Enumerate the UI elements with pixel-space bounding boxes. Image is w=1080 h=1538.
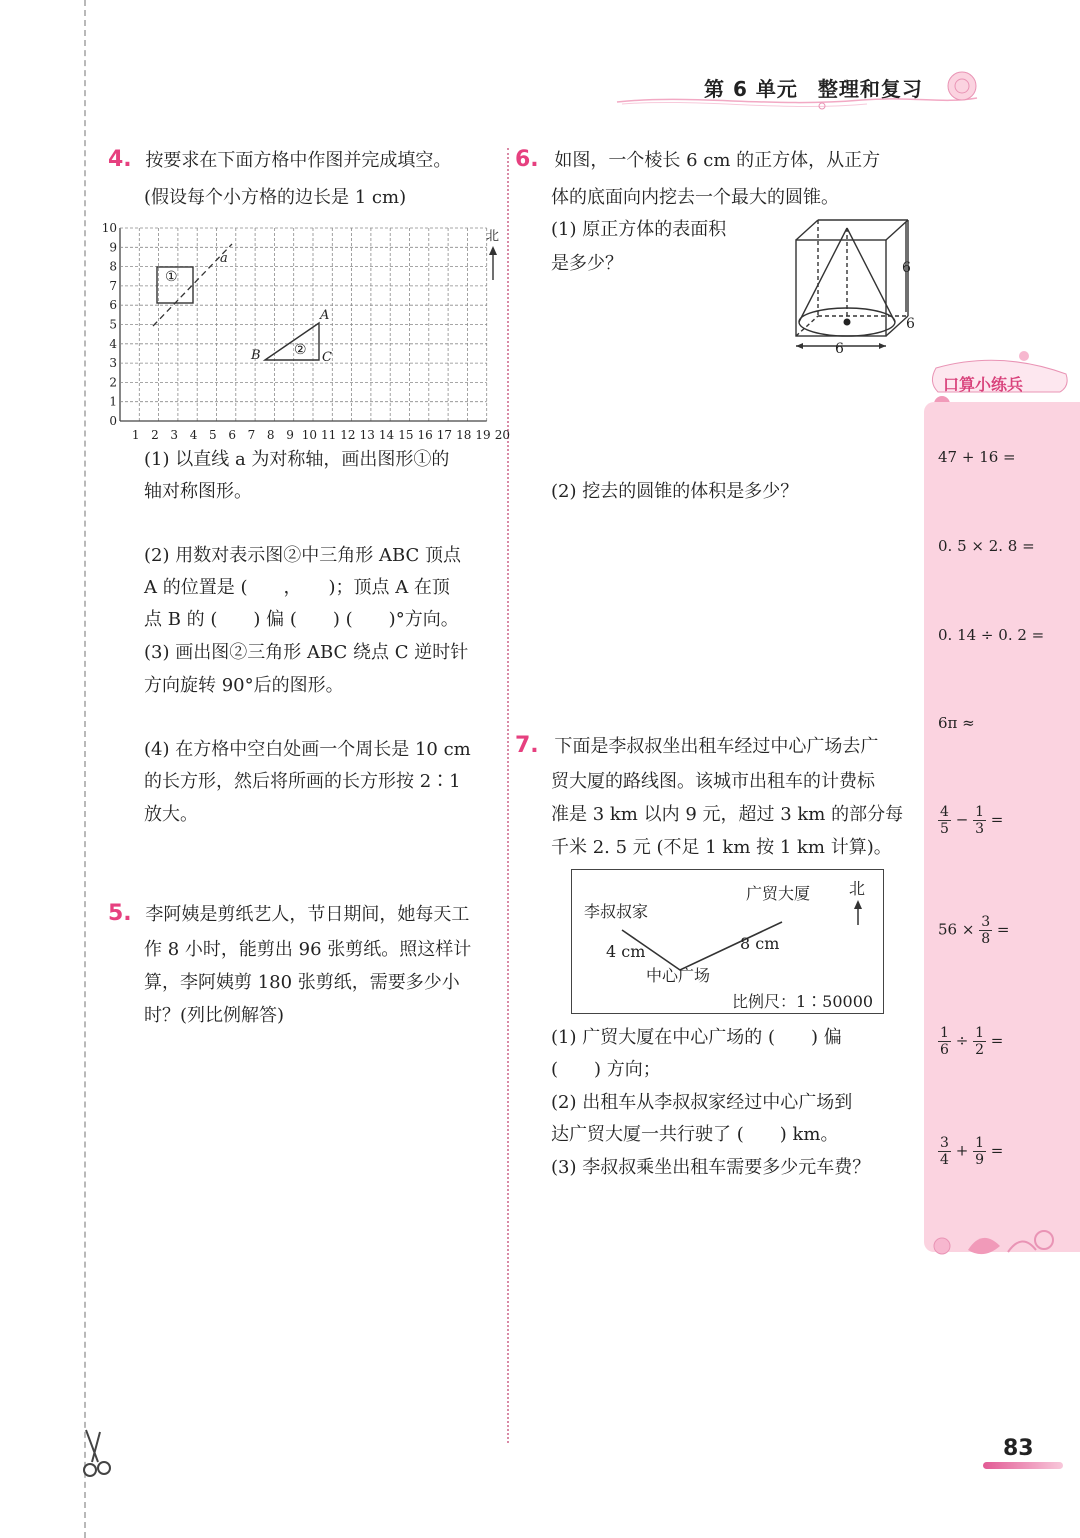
x-tick-label: 20 [494,428,510,442]
q5-line-3: 算，李阿姨剪 180 张剪纸，需要多少小 [144,972,460,993]
section-title: 整理和复习 [817,77,923,101]
x-tick-label: 16 [417,428,433,442]
q7-p3: (3) 李叔叔乘坐出租车需要多少元车费？ [551,1157,871,1178]
q7-line-4: 千米 2. 5 元 (不足 1 km 按 1 km 计算)。 [551,837,892,858]
fraction [938,804,951,837]
x-tick-label: 2 [151,428,159,442]
x-tick-label: 19 [475,428,491,442]
x-tick-label: 8 [266,428,275,442]
q5-line-4: 时？(列比例解答) [144,1005,285,1026]
y-tick-label: 6 [109,298,117,313]
x-tick-label: 12 [340,428,356,442]
map-home-label: 李叔叔家 [584,902,649,921]
cut-line [84,0,86,1538]
q4-p4-line-1: (4) 在方格中空白处画一个周长是 10 cm [144,739,471,760]
fraction [938,1135,951,1168]
x-tick-label: 7 [247,428,256,442]
denominator: 2 [975,1042,984,1058]
operator: − [955,810,969,829]
x-tick-label: 4 [189,428,198,442]
x-tick-label: 18 [456,428,472,442]
q4-number: 4. [108,147,132,172]
calc-1: 47 + 16 = [938,448,1016,466]
cube-cone-figure [788,214,920,356]
y-tick-label: 10 [101,221,117,235]
q7-p1-line-2: ( ) 方向； [551,1059,661,1080]
y-tick-label: 8 [109,259,117,274]
calc-8 [938,1135,1003,1168]
north-label: 北 [486,229,500,244]
denominator: 4 [940,1152,949,1168]
route-map [571,869,884,1014]
q4-p2-line-1: (2) 用数对表示图②中三角形 ABC 顶点 [144,545,461,566]
equals: = [996,920,1010,939]
scissors-icon [78,1426,120,1482]
numerator: 3 [940,1135,949,1151]
y-tick-label: 0 [109,414,117,428]
fraction [973,804,986,837]
grid-lines [120,228,487,421]
q4-p1-line-1: (1) 以直线 a 为对称轴，画出图形①的 [144,449,450,470]
x-axis-ticks [132,428,510,442]
q4-grid-figure [98,218,508,440]
operator: + [955,1141,969,1160]
fraction [973,1135,986,1168]
numerator: 4 [940,804,949,820]
y-tick-label: 4 [109,336,117,351]
x-tick-label: 6 [228,428,236,442]
y-axis-ticks [102,221,118,428]
fraction [979,914,992,947]
vertex-c-label: C [322,350,332,365]
numerator: 3 [981,914,991,930]
q4-p3-line-1: (3) 画出图②三角形 ABC 绕点 C 逆时针 [144,642,469,663]
page-number-bar [983,1462,1063,1469]
map-plaza-label: 中心广场 [646,966,711,985]
y-tick-label: 3 [109,356,117,371]
q7-line-2: 贸大厦的路线图。该城市出租车的计费标 [551,771,875,792]
numerator: 1 [940,1025,949,1041]
fraction [973,1025,986,1058]
q5-number: 5. [108,901,132,926]
page-number: 83 [1003,1436,1034,1461]
denominator: 6 [940,1042,949,1058]
x-tick-label: 3 [170,428,179,442]
height-label: 6 [902,260,911,276]
depth-label: 6 [906,316,915,332]
x-tick-label: 11 [321,428,337,442]
line-a-label: a [220,251,228,266]
q7-heading [515,734,878,759]
q5-line-1: 李阿姨是剪纸艺人，节日期间，她每天工 [145,904,470,925]
map-seg1-label: 4 cm [606,942,646,961]
shape-2-label: ② [294,342,307,358]
operator: ÷ [955,1031,969,1050]
q6-heading [515,148,880,173]
q6-p2: (2) 挖去的圆锥的体积是多少？ [551,481,799,502]
denominator: 8 [981,931,991,947]
calc-6 [938,914,1010,947]
x-tick-label: 5 [209,428,217,442]
q7-number: 7. [515,733,539,758]
calc-4: 6π ≈ [938,714,975,732]
panel-title: 口算小练兵 [943,375,1024,394]
y-tick-label: 5 [109,317,117,332]
x-tick-label: 9 [286,428,294,442]
q4-p1-line-2: 轴对称图形。 [144,481,252,502]
q5-line-2: 作 8 小时，能剪出 96 张剪纸。照这样计 [144,939,472,960]
q6-p1-line-2: 是多少？ [551,253,623,274]
q4-p3-line-2: 方向旋转 90°后的图形。 [144,675,344,696]
q4-heading [108,148,451,173]
q7-line-1: 下面是李叔叔坐出租车经过中心广场去广 [554,736,879,757]
y-tick-label: 7 [109,278,117,293]
denominator: 9 [975,1152,984,1168]
map-north-arrowhead-icon [854,900,862,909]
equals: = [990,1141,1004,1160]
numerator: 1 [975,804,984,820]
unit-label: 第 6 单元 [704,77,798,101]
denominator: 3 [975,821,984,837]
y-tick-label: 1 [109,394,117,409]
numerator: 1 [975,1135,984,1151]
q7-p2-line-2: 达广贸大厦一共行驶了 ( ) km。 [551,1124,839,1145]
calc-2: 0. 5 × 2. 8 = [938,537,1035,555]
map-north-label: 北 [849,879,866,898]
x-tick-label: 13 [359,428,375,442]
calc-3: 0. 14 ÷ 0. 2 = [938,626,1045,644]
equals: = [990,1031,1004,1050]
map-mall-label: 广贸大厦 [746,884,811,903]
q7-p2-line-1: (2) 出租车从李叔叔家经过中心广场到 [551,1092,853,1113]
q7-p1-line-1: (1) 广贸大厦在中心广场的 ( ) 偏 [551,1027,842,1048]
vertex-b-label: B [251,348,261,363]
x-tick-label: 17 [436,428,453,442]
width-label: 6 [835,341,844,357]
y-tick-label: 2 [109,375,117,390]
q4-p4-line-2: 的长方形，然后将所画的长方形按 2∶1 [144,771,461,792]
q6-number: 6. [515,147,539,172]
multiplier: 56 × [938,920,975,939]
denominator: 5 [940,821,949,837]
shape-1-label: ① [165,269,178,285]
map-scale-label: 比例尺：1∶50000 [732,992,874,1011]
calc-5 [938,804,1003,837]
q4-p4-line-3: 放大。 [144,804,198,825]
q4-line-1: 按要求在下面方格中作图并完成填空。 [145,150,452,171]
page-header [704,73,923,102]
q4-p2-line-2: A 的位置是 ( ， )；顶点 A 在顶 [144,577,450,598]
fraction [938,1025,951,1058]
x-tick-label: 1 [131,428,140,442]
numerator: 1 [975,1025,984,1041]
q5-heading [108,902,469,927]
q4-p2-line-3: 点 B 的 ( ) 偏 ( ) ( )°方向。 [144,609,459,630]
x-tick-label: 14 [378,428,395,442]
q6-line-2: 体的底面向内挖去一个最大的圆锥。 [551,187,839,208]
x-tick-label: 15 [398,428,414,442]
vertex-a-label: A [320,308,330,323]
triangle-abc [265,323,319,360]
q7-line-3: 准是 3 km 以内 9 元，超过 3 km 的部分每 [551,804,904,825]
q6-line-1: 如图，一个棱长 6 cm 的正方体，从正方 [554,150,881,171]
q4-line-2: (假设每个小方格的边长是 1 cm) [144,187,407,208]
x-tick-label: 10 [301,428,317,442]
calc-7 [938,1025,1003,1058]
q6-p1-line-1: (1) 原正方体的表面积 [551,219,727,240]
y-tick-label: 9 [109,240,117,255]
map-seg2-label: 8 cm [740,934,780,953]
equals: = [990,810,1004,829]
panel-bottom-decoration [924,1222,1064,1270]
north-arrowhead-icon [489,246,497,255]
